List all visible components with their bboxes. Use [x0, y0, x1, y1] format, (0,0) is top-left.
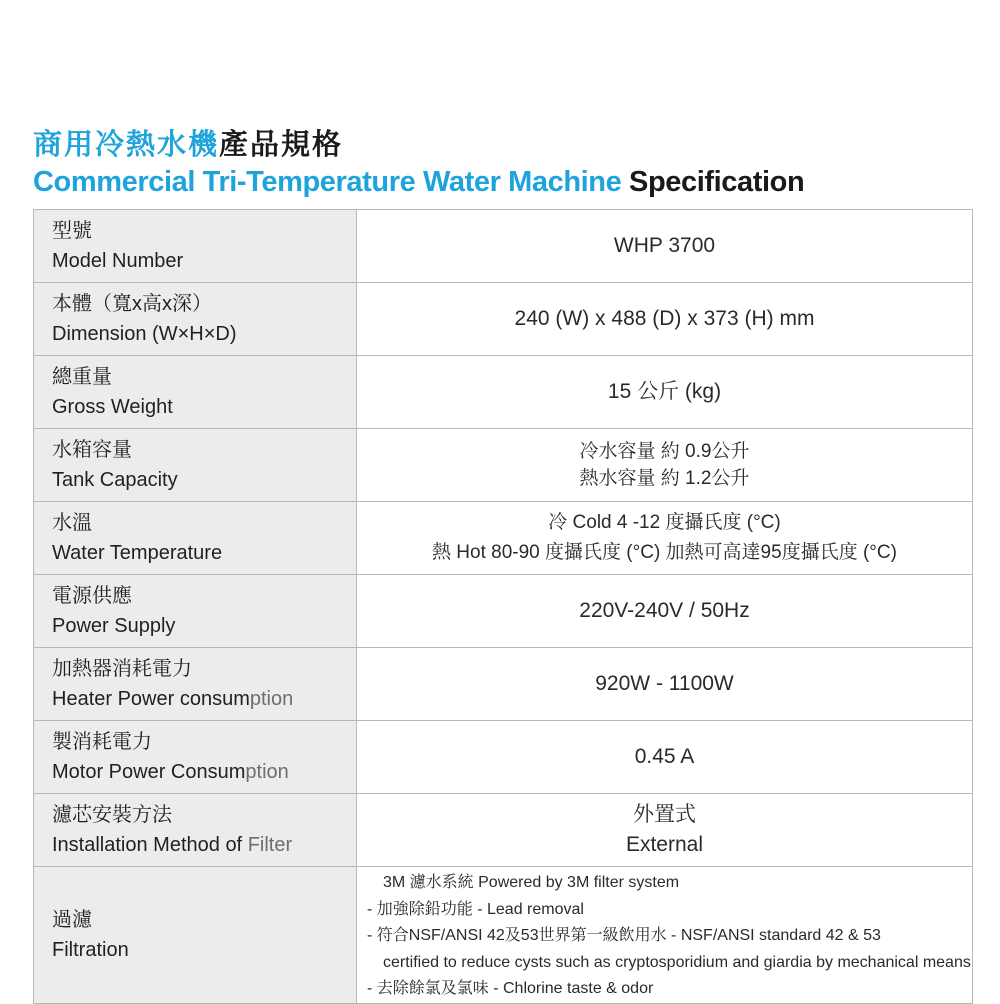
- value-text: 920W - 1100W: [595, 672, 734, 695]
- value-text: WHP 3700: [613, 234, 716, 257]
- row-value: [357, 210, 973, 283]
- value-text: 0.45 A: [634, 745, 695, 768]
- table-row: [34, 867, 973, 1004]
- label-en: Power Supply: [52, 615, 176, 637]
- filtration-line: - 符合NSF/ANSI 42及53世界第一級飲用水 - NSF/ANSI standard 42 & 53: [367, 927, 881, 944]
- row-value: [357, 502, 973, 575]
- title-en-accent: Commercial Tri-Temperature Water Machine: [33, 166, 622, 198]
- label-zh: 過濾: [52, 908, 92, 931]
- label-en: Filtration: [52, 938, 129, 961]
- row-label: [34, 721, 357, 794]
- filtration-line: - 加強除鉛功能 - Lead removal: [367, 900, 584, 918]
- label-en-fade: ption: [249, 688, 294, 710]
- label-en: Dimension (W×H×D): [52, 323, 237, 345]
- value-text: 240 (W) x 488 (D) x 373 (H) mm: [514, 307, 815, 330]
- value-text: 熱 Hot 80-90 度攝氏度 (°C) 加熱可高達95度攝氏度 (°C): [432, 542, 897, 563]
- page-title-chinese: [33, 122, 343, 163]
- label-en: Gross Weight: [52, 396, 173, 418]
- row-label: [34, 502, 357, 575]
- label-en: [52, 757, 356, 787]
- row-value: [357, 721, 973, 794]
- value-text: 熱水容量 約 1.2公升: [579, 468, 750, 489]
- row-label: [34, 648, 357, 721]
- value-text: 15 公斤 (kg): [607, 380, 722, 403]
- title-en-rest: Specification: [621, 166, 805, 198]
- value-text: External: [625, 833, 704, 856]
- row-label: [34, 867, 357, 1004]
- row-label: [34, 575, 357, 648]
- label-en: Tank Capacity: [52, 469, 178, 491]
- label-zh: 製消耗電力: [52, 731, 152, 753]
- row-label: [34, 356, 357, 429]
- row-label: [34, 429, 357, 502]
- label-zh: 電源供應: [52, 585, 132, 607]
- value-text: 外置式: [633, 803, 696, 826]
- filtration-line: certified to reduce cysts such as cryptosporidium and giardia by mechanical means: [383, 953, 971, 971]
- label-zh: 本體（寬x高x深）: [52, 293, 212, 315]
- specification-table: [33, 209, 973, 1004]
- row-value: [357, 283, 973, 356]
- row-value-filtration: [357, 867, 973, 1004]
- label-zh: 加熱器消耗電力: [52, 658, 192, 680]
- table-row: [34, 575, 973, 648]
- row-label: [34, 283, 357, 356]
- row-label: [34, 794, 357, 867]
- value-text: 冷 Cold 4 -12 度攝氏度 (°C): [548, 512, 781, 533]
- label-zh: 水箱容量: [52, 439, 132, 461]
- label-zh: 水溫: [52, 512, 92, 534]
- table-row: [34, 794, 973, 867]
- label-zh: 濾芯安裝方法: [52, 804, 172, 826]
- table-row: [34, 210, 973, 283]
- filtration-line: - 去除餘氯及氯味 - Chlorine taste & odor: [367, 980, 654, 997]
- row-value: [357, 429, 973, 502]
- title-zh-rest: 產品規格: [219, 129, 344, 161]
- table-row: [34, 721, 973, 794]
- label-en-main: Heater Power consum: [52, 688, 250, 710]
- label-en: [52, 684, 356, 714]
- label-en-main: Motor Power Consum: [52, 761, 246, 783]
- page-title-english: [33, 166, 804, 199]
- row-value: [357, 575, 973, 648]
- label-en-fade: ption: [245, 761, 289, 783]
- title-zh-accent: 商用冷熱水機: [33, 129, 220, 161]
- table-row: [34, 502, 973, 575]
- table-row: [34, 648, 973, 721]
- filtration-line: 3M 濾水系統 Powered by 3M filter system: [383, 874, 680, 891]
- label-zh: 總重量: [52, 366, 112, 388]
- label-en: Model Number: [52, 250, 184, 272]
- row-value: [357, 356, 973, 429]
- table-row: [34, 283, 973, 356]
- label-en-main: Installation Method of: [52, 834, 248, 856]
- label-en: [52, 830, 356, 860]
- row-label: [34, 210, 357, 283]
- value-text: 220V-240V / 50Hz: [579, 599, 750, 622]
- table-row: [34, 429, 973, 502]
- label-en: Water Temperature: [52, 542, 223, 564]
- label-zh: 型號: [52, 220, 92, 242]
- label-en-fade: Filter: [247, 834, 293, 856]
- table-row: [34, 356, 973, 429]
- row-value: [357, 794, 973, 867]
- row-value: [357, 648, 973, 721]
- value-text: 冷水容量 約 0.9公升: [579, 441, 750, 462]
